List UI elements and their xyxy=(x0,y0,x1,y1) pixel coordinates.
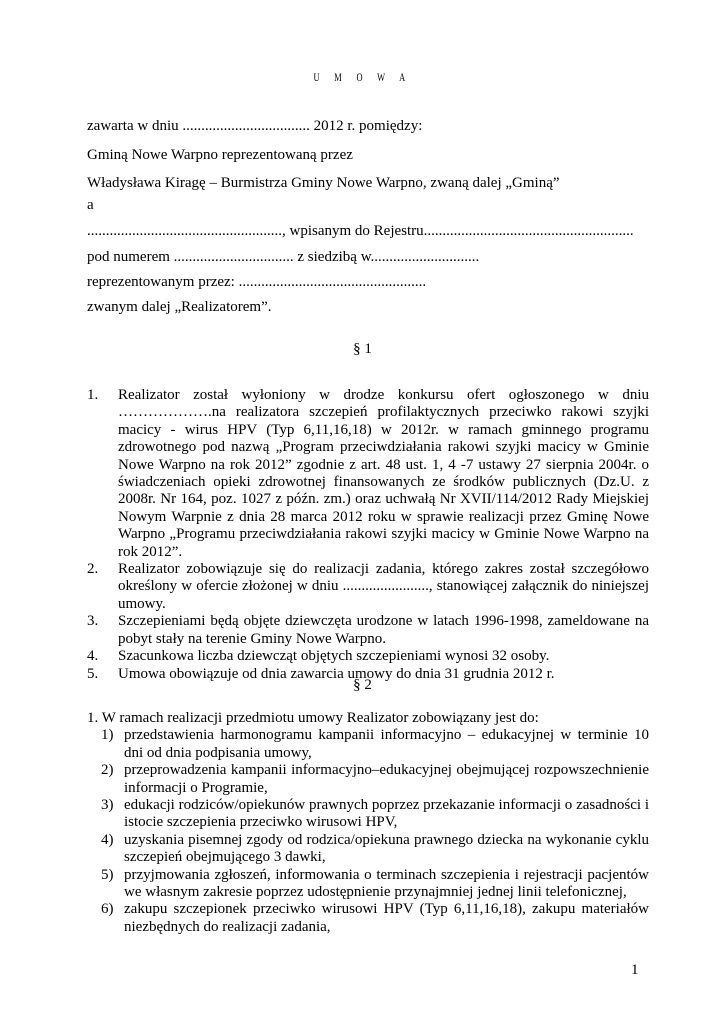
section-2-heading: § 2 xyxy=(353,677,372,693)
list-item xyxy=(87,832,649,867)
list-item xyxy=(87,561,649,613)
list-item xyxy=(87,613,649,648)
document-title: U M O W A xyxy=(313,70,412,84)
intro-line-contractor: zwanym dalej „Realizatorem”. xyxy=(87,299,272,315)
intro-line-mayor: Władysława Kiragę – Burmistrza Gminy Nowe Warpno, zwaną dalej „Gminą” xyxy=(87,175,560,191)
list-item xyxy=(87,901,649,936)
list-item xyxy=(87,727,649,762)
list-item-text: przedstawienia harmonogramu kampanii informacyjno – edukacyjnej w terminie 10 dni od dnia podpisania umowy, xyxy=(124,727,649,761)
section-1-list xyxy=(87,387,649,683)
page-number: 1 xyxy=(631,962,639,978)
list-item-number: 2. xyxy=(87,561,99,578)
list-item-text: uzyskania pisemnej zgody od rodzica/opiekuna prawnego dziecka na wykonanie cyklu szczepień obejmującego 3 dawki, xyxy=(124,831,649,866)
list-item-number: 4) xyxy=(101,831,114,848)
list-item-text: edukacji rodziców/opiekunów prawnych poprzez przekazanie informacji o zasadności i istocie szczepienia przeciwko wirusowi HPV, xyxy=(124,797,649,831)
section-2-list xyxy=(87,710,649,936)
list-item xyxy=(87,648,649,665)
list-item xyxy=(87,762,649,797)
intro-line-date: zawarta w dniu .................................. 2012 r. pomiędzy: xyxy=(87,118,423,134)
section-2-lead: 1. W ramach realizacji przedmiotu umowy Realizator zobowiązany jest do: xyxy=(87,710,539,726)
intro-line-representative: reprezentowanym przez: .................................................. xyxy=(87,274,427,290)
list-item-text: przyjmowania zgłoszeń, informowania o terminach szczepienia i rejestracji pacjentów we własnym zakresie poprzez udostępnienie przynajmniej jednej linii telefonicznej, xyxy=(124,866,649,901)
list-item-text: Realizator zobowiązuje się do realizacji zadania, którego zakres został szczegółowo określony w ofercie złożonej w dniu ......................., stanowiącej załącznik do niniejszej umowy. xyxy=(118,561,649,612)
list-item-number: 1. xyxy=(87,387,99,403)
list-item-number: 4. xyxy=(87,648,99,665)
list-item-number: 6) xyxy=(101,901,114,918)
list-item-number: 5) xyxy=(101,866,114,883)
list-item-text: przeprowadzenia kampanii informacyjno–edukacyjnej obejmującej rozpowszechnienie informacji o Programie, xyxy=(124,762,649,796)
intro-line-number: pod numerem ................................ z siedzibą w............................. xyxy=(87,249,480,265)
list-item xyxy=(87,387,649,561)
list-item xyxy=(87,867,649,902)
intro-line-registry: ...................................................., wpisanym do Rejestru........................................................ xyxy=(87,223,634,239)
list-item-number: 1) xyxy=(101,727,114,744)
list-item-number: 5. xyxy=(87,665,99,682)
list-item-text: Szczepieniami będą objęte dziewczęta urodzone w latach 1996-1998, zameldowane na pobyt stały na terenie Gminy Nowe Warpno. xyxy=(118,613,649,647)
intro-line-municipality: Gminą Nowe Warpno reprezentowaną przez xyxy=(87,147,353,163)
list-item xyxy=(87,797,649,832)
section-1-heading: § 1 xyxy=(353,341,372,357)
list-item-number: 3) xyxy=(101,797,114,814)
list-item-number: 2) xyxy=(101,762,114,779)
list-item-text: zakupu szczepionek przeciwko wirusowi HPV (Typ 6,11,16,18), zakupu materiałów niezbędnych do realizacji zadania, xyxy=(124,901,649,935)
list-item-text: Szacunkowa liczba dziewcząt objętych szczepieniami wynosi 32 osoby. xyxy=(118,648,550,665)
list-item-number: 3. xyxy=(87,613,99,630)
intro-line-and: a xyxy=(87,197,94,213)
list-item-text: Umowa obowiązuje od dnia zawarcia umowy do dnia 31 grudnia 2012 r. xyxy=(118,665,555,682)
list-item-text: Realizator został wyłoniony w drodze konkursu ofert ogłoszonego w dniu ……………….na realizatora szczepień profilaktycznych przeciwko rakowi szyjki macicy - wirus HPV (Typ 6,11,16,18) w 2012r. w ramach gminnego programu zdrowotnego pod nazwą „Program przeciwdziałania rakowi szyjki macicy w Gminie Nowe Warpno na rok 2012” zgodnie z art. 48 ust. 1, 4 -7 ustawy 27 sierpnia 2004r. o świadczeniach opieki zdrowotnej finansowanych ze środków publicznych (Dz.U. z 2008r. Nr 164, poz. 1027 z późn. zm.) oraz uchwałą Nr XVII/114/2012 Rady Miejskiej Nowym Warpnie z dnia 28 marca 2012 roku w sprawie realizacji przez Gminę Nowe Warpno „Programu przeciwdziałania rakowi szyjki macicy w Gminie Nowe Warpno na rok 2012”. xyxy=(118,387,649,560)
